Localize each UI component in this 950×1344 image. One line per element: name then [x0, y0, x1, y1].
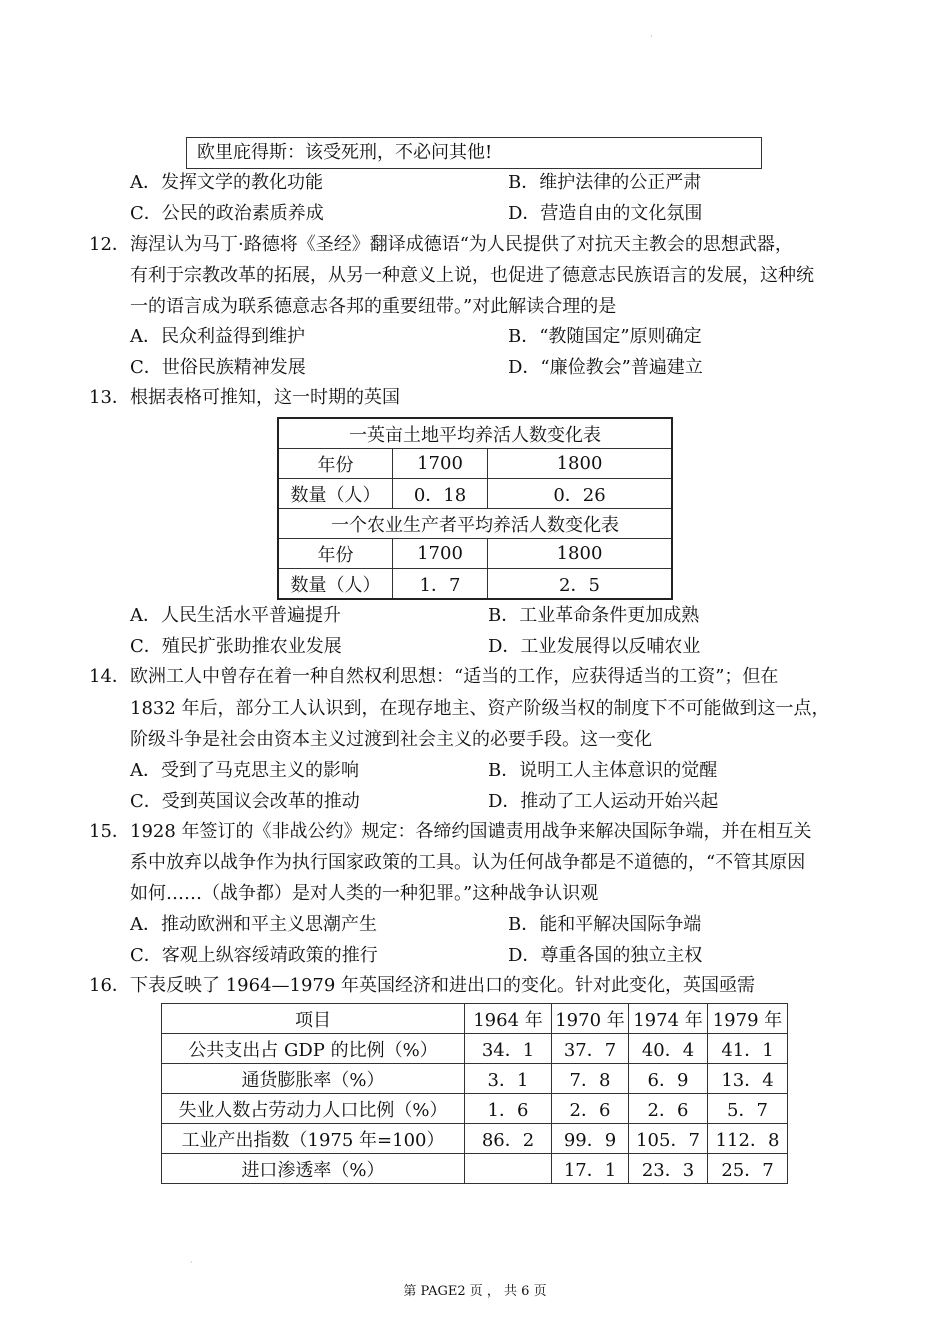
- table-header: 项目: [162, 1004, 465, 1034]
- table-cell: 86．2: [465, 1124, 552, 1154]
- q12-stem-line1: 海涅认为马丁·路德将《圣经》翻译成德语“为人民提供了对抗天主教会的思想武器，: [130, 234, 793, 255]
- q15-option-a: A．推动欧洲和平主义思潮产生: [130, 914, 377, 935]
- table-cell: 13．4: [708, 1064, 788, 1094]
- q13-option-c: C．殖民扩张助推农业发展: [130, 636, 342, 657]
- table-cell: 0．26: [488, 479, 673, 509]
- table-cell: 17．1: [552, 1154, 629, 1184]
- q12-number: 12．: [89, 234, 130, 255]
- table-cell: 公共支出占 GDP 的比例（%）: [162, 1034, 465, 1064]
- table-cell: 23．3: [629, 1154, 708, 1184]
- q14-stem-line1: 欧洲工人中曾存在着一种自然权利思想：“适当的工作，应获得适当的工资”；但在: [130, 666, 779, 687]
- table-cell: 1800: [488, 539, 673, 569]
- table-header: 1964 年: [465, 1004, 552, 1034]
- q15-stem-line1: 1928 年签订的《非战公约》规定：各缔约国谴责用战争来解决国际争端，并在相互关: [130, 821, 812, 842]
- table-cell: 通货膨胀率（%）: [162, 1064, 465, 1094]
- table-cell: 99．9: [552, 1124, 629, 1154]
- table-cell: 105．7: [629, 1124, 708, 1154]
- q13-table: [277, 417, 673, 600]
- table-cell: 进口渗透率（%）: [162, 1154, 465, 1184]
- table-header-row: [162, 1004, 788, 1034]
- table-cell: 37．7: [552, 1034, 629, 1064]
- table-cell: 34．1: [465, 1034, 552, 1064]
- table-cell: 6．9: [629, 1064, 708, 1094]
- table-cell: [465, 1154, 552, 1184]
- q11-option-b: B．维护法律的公正严肃: [508, 172, 702, 193]
- q15-option-b: B．能和平解决国际争端: [508, 914, 702, 935]
- q11-option-d: D．营造自由的文化氛围: [508, 203, 703, 224]
- table-cell: 年份: [278, 539, 393, 569]
- page-footer: 第 PAGE2 页 ， 共 6 页: [403, 1284, 547, 1299]
- table-cell: 1．6: [465, 1094, 552, 1124]
- q13-option-b: B．工业革命条件更加成熟: [488, 605, 700, 626]
- q15-stem-line2: 系中放弃以战争作为执行国家政策的工具。认为任何战争都是不道德的，“不管其原因: [130, 852, 806, 873]
- q12-option-d: D．“廉俭教会”普遍建立: [508, 357, 703, 378]
- table-cell: 0．18: [393, 479, 488, 509]
- table-cell: 数量（人）: [278, 569, 393, 600]
- q14-option-c: C．受到英国议会改革的推动: [130, 791, 360, 812]
- table-cell: 2．5: [488, 569, 673, 600]
- table-row: [162, 1094, 788, 1124]
- table-row: [162, 1124, 788, 1154]
- q15-option-d: D．尊重各国的独立主权: [508, 945, 703, 966]
- table-cell: 3．1: [465, 1064, 552, 1094]
- q13-option-d: D．工业发展得以反哺农业: [488, 636, 701, 657]
- table-cell: 年份: [278, 449, 393, 479]
- q15-option-c: C．客观上纵容绥靖政策的推行: [130, 945, 378, 966]
- corner-mark: ·: [650, 32, 653, 41]
- table-cell: 7．8: [552, 1064, 629, 1094]
- table-cell: 失业人数占劳动力人口比例（%）: [162, 1094, 465, 1124]
- q12-option-b: B．“教随国定”原则确定: [508, 326, 702, 347]
- q16-stem: 下表反映了 1964—1979 年英国经济和进出口的变化。针对此变化，英国亟需: [130, 975, 756, 996]
- q12-stem-line2: 有利于宗教改革的拓展，从另一种意义上说，也促进了德意志民族语言的发展，这种统: [130, 265, 814, 286]
- q13-stem: 根据表格可推知，这一时期的英国: [130, 387, 400, 408]
- corner-mark: ·: [190, 1258, 193, 1267]
- q11-option-c: C．公民的政治素质养成: [130, 203, 324, 224]
- table-title: 一英亩土地平均养活人数变化表: [278, 418, 672, 449]
- table-cell: 1800: [488, 449, 673, 479]
- q13-number: 13．: [89, 387, 130, 408]
- q12-option-c: C．世俗民族精神发展: [130, 357, 306, 378]
- table-title: 一个农业生产者平均养活人数变化表: [278, 509, 672, 539]
- q14-option-d: D．推动了工人运动开始兴起: [488, 791, 719, 812]
- q14-stem-line2: 1832 年后，部分工人认识到，在现存地主、资产阶级当权的制度下不可能做到这一点，: [130, 698, 830, 719]
- table-cell: 40．4: [629, 1034, 708, 1064]
- q15-number: 15．: [89, 821, 130, 842]
- table-row: [162, 1034, 788, 1064]
- table-cell: 数量（人）: [278, 479, 393, 509]
- q16-number: 16．: [89, 975, 130, 996]
- table-cell: 1700: [393, 449, 488, 479]
- table-header: 1979 年: [708, 1004, 788, 1034]
- table-row: [162, 1154, 788, 1184]
- q14-option-b: B．说明工人主体意识的觉醒: [488, 760, 718, 781]
- q14-option-a: A．受到了马克思主义的影响: [130, 760, 359, 781]
- q16-table: [161, 1003, 788, 1184]
- table-header: 1970 年: [552, 1004, 629, 1034]
- q15-stem-line3: 如何……（战争都）是对人类的一种犯罪。”这种战争认识观: [130, 883, 599, 904]
- table-cell: 工业产出指数（1975 年=100）: [162, 1124, 465, 1154]
- quote-box: [186, 137, 762, 169]
- table-cell: 2．6: [629, 1094, 708, 1124]
- quote-text: 欧里庇得斯：该受死刑，不必问其他!: [197, 142, 493, 163]
- q12-option-a: A．民众利益得到维护: [130, 326, 305, 347]
- q14-number: 14．: [89, 666, 130, 687]
- table-cell: 2．6: [552, 1094, 629, 1124]
- q12-stem-line3: 一的语言成为联系德意志各邦的重要纽带。”对此解读合理的是: [130, 296, 617, 317]
- table-cell: 1700: [393, 539, 488, 569]
- table-cell: 25．7: [708, 1154, 788, 1184]
- table-cell: 1．7: [393, 569, 488, 600]
- table-cell: 41．1: [708, 1034, 788, 1064]
- table-header: 1974 年: [629, 1004, 708, 1034]
- table-row: [162, 1064, 788, 1094]
- q11-option-a: A．发挥文学的教化功能: [130, 172, 323, 193]
- q13-option-a: A．人民生活水平普遍提升: [130, 605, 341, 626]
- table-cell: 5．7: [708, 1094, 788, 1124]
- table-cell: 112．8: [708, 1124, 788, 1154]
- q14-stem-line3: 阶级斗争是社会由资本主义过渡到社会主义的必要手段。这一变化: [130, 729, 652, 750]
